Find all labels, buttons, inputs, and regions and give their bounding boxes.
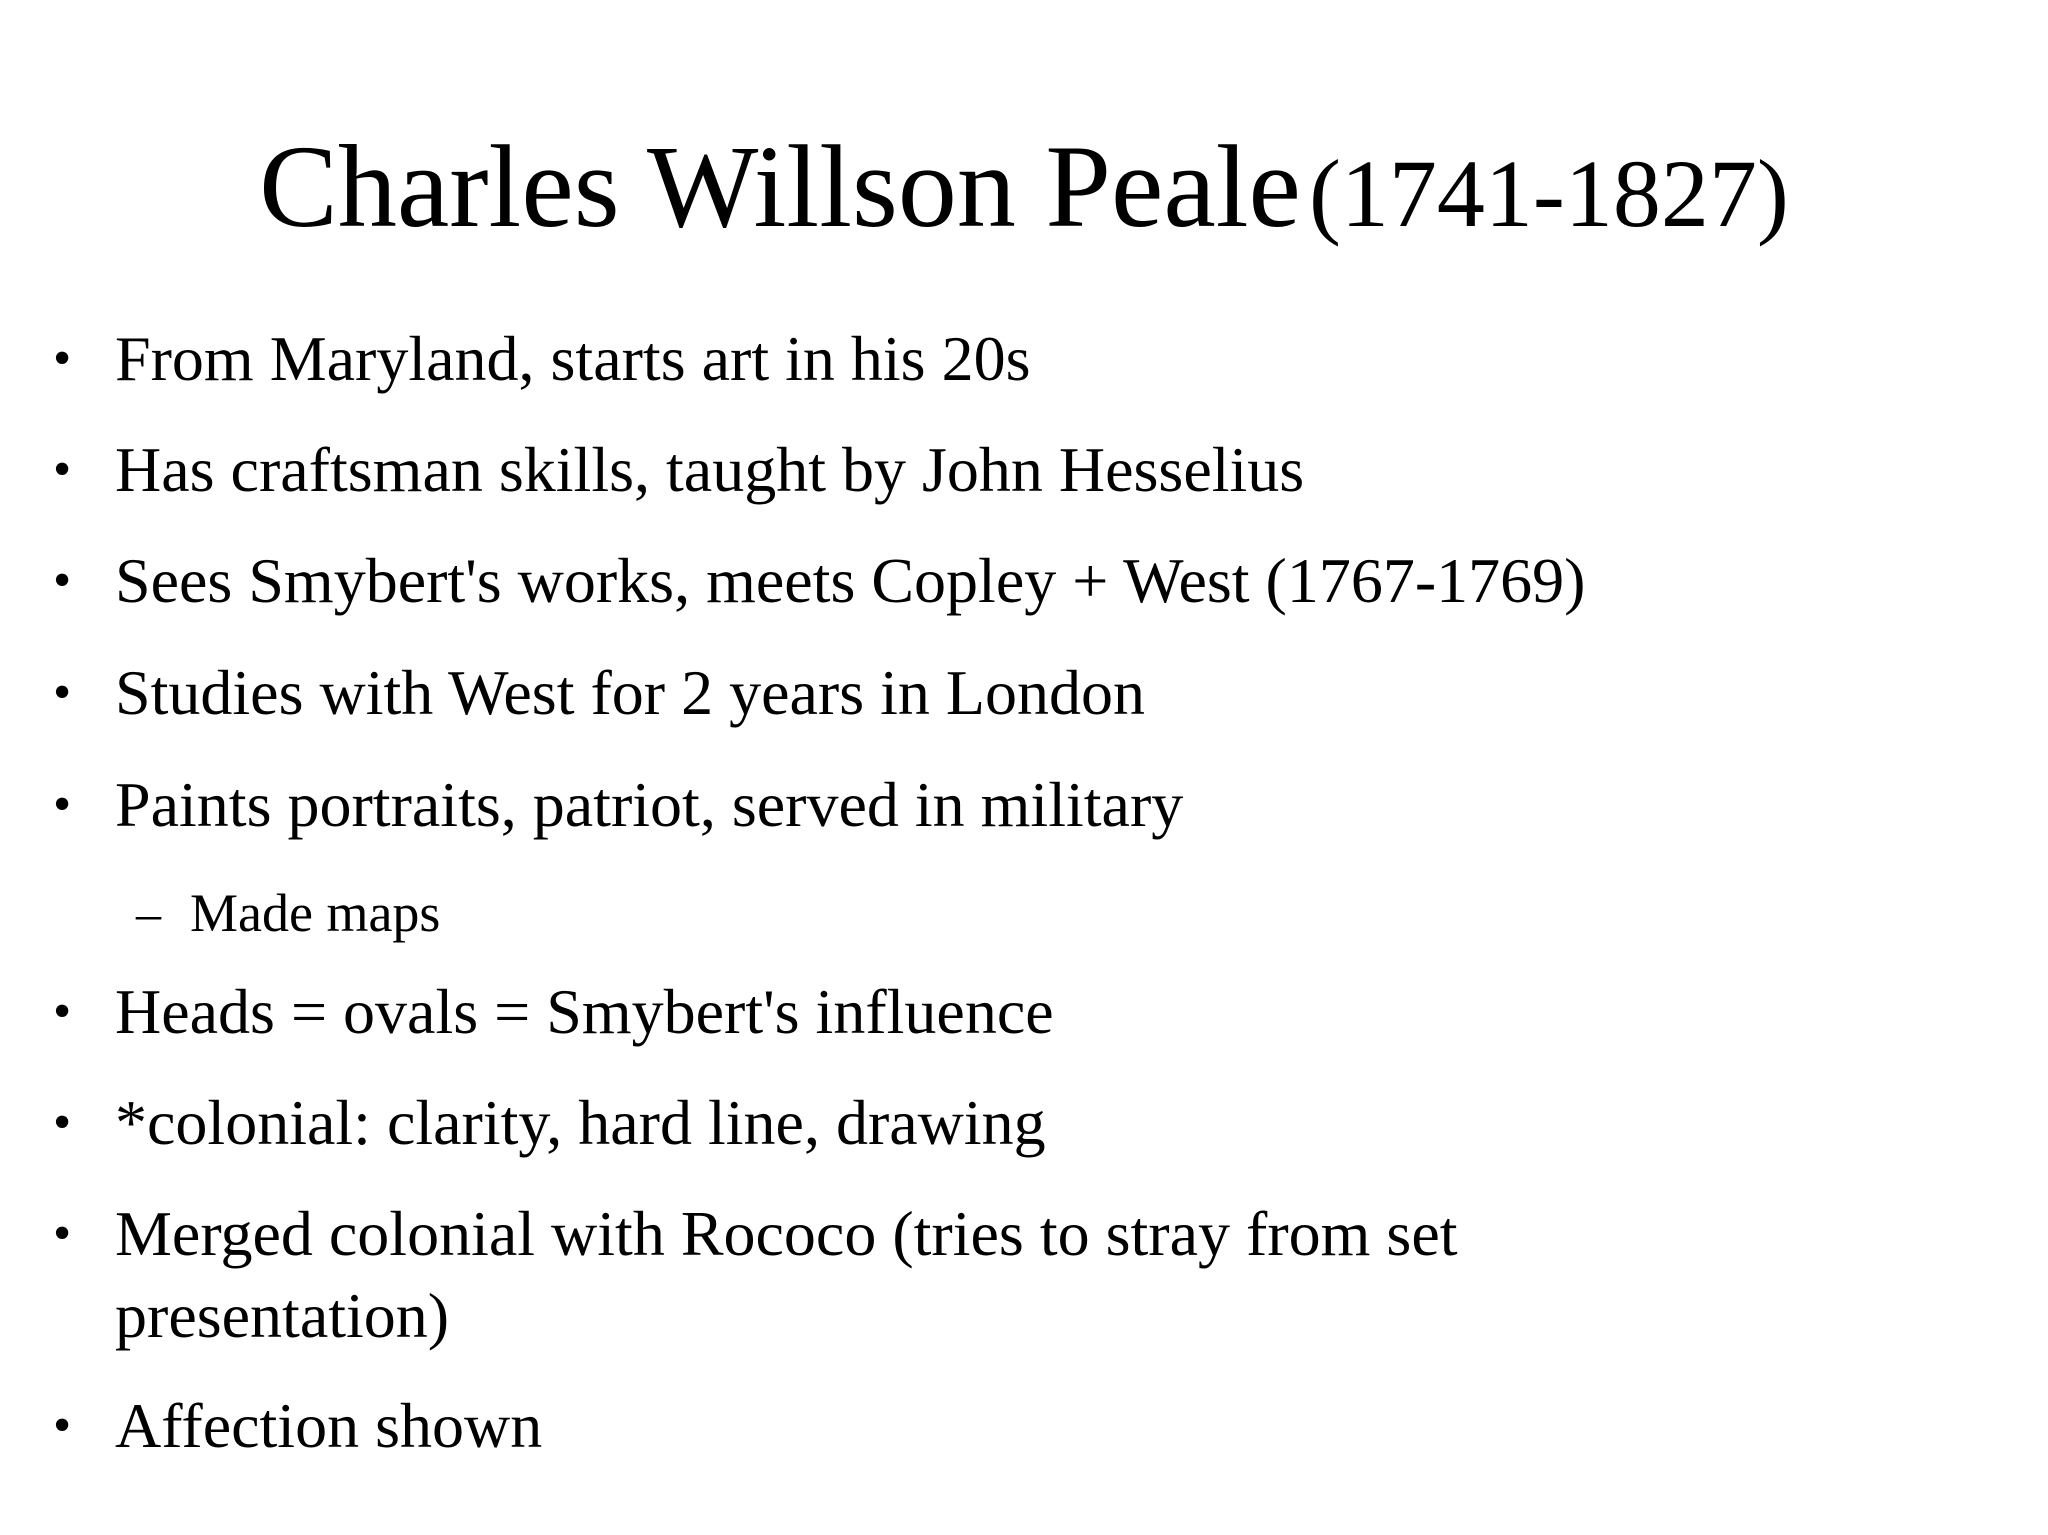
list-item-text: Sees Smybert's works, meets Copley + West (1767-1769)	[115, 545, 1586, 616]
list-item-text: Has craftsman skills, taught by John Hesselius	[115, 434, 1305, 505]
list-item-text: Affection shown	[115, 1390, 543, 1461]
list-item-text: *colonial: clarity, hard line, drawing	[115, 1087, 1046, 1158]
sub-list-item-text: Made maps	[190, 883, 441, 943]
list-item	[53, 1082, 1975, 1164]
list-item-text: Heads = ovals = Smybert's influence	[115, 976, 1054, 1047]
bullet-marker: •	[53, 1094, 72, 1151]
bullet-marker: •	[53, 983, 72, 1040]
list-item-text: From Maryland, starts art in his 20s	[115, 323, 1031, 394]
list-item	[53, 429, 1975, 511]
list-item	[53, 652, 1975, 734]
list-item	[53, 764, 1975, 846]
list-item	[53, 540, 1975, 622]
sub-bullet-marker: –	[136, 885, 161, 941]
list-item-text: Merged colonial with Rococo (tries to stray from set presentation)	[115, 1198, 1458, 1351]
title-years: (1741-1827)	[1308, 140, 1789, 247]
bullet-marker: •	[53, 1205, 72, 1262]
list-item	[53, 1385, 1975, 1467]
bullet-marker: •	[53, 664, 72, 721]
bullet-marker: •	[53, 330, 72, 387]
sub-list-item	[136, 878, 441, 948]
list-item-text: Paints portraits, patriot, served in military	[115, 769, 1184, 840]
bullet-marker: •	[53, 552, 72, 609]
list-item	[53, 971, 1975, 1053]
list-item-text: Studies with West for 2 years in London	[115, 657, 1145, 728]
bullet-marker: •	[53, 1397, 72, 1454]
title-name: Charles Willson Peale	[259, 121, 1301, 252]
bullet-marker: •	[53, 441, 72, 498]
list-item	[53, 1193, 1715, 1357]
list-item	[53, 318, 1975, 400]
bullet-marker: •	[53, 776, 72, 833]
